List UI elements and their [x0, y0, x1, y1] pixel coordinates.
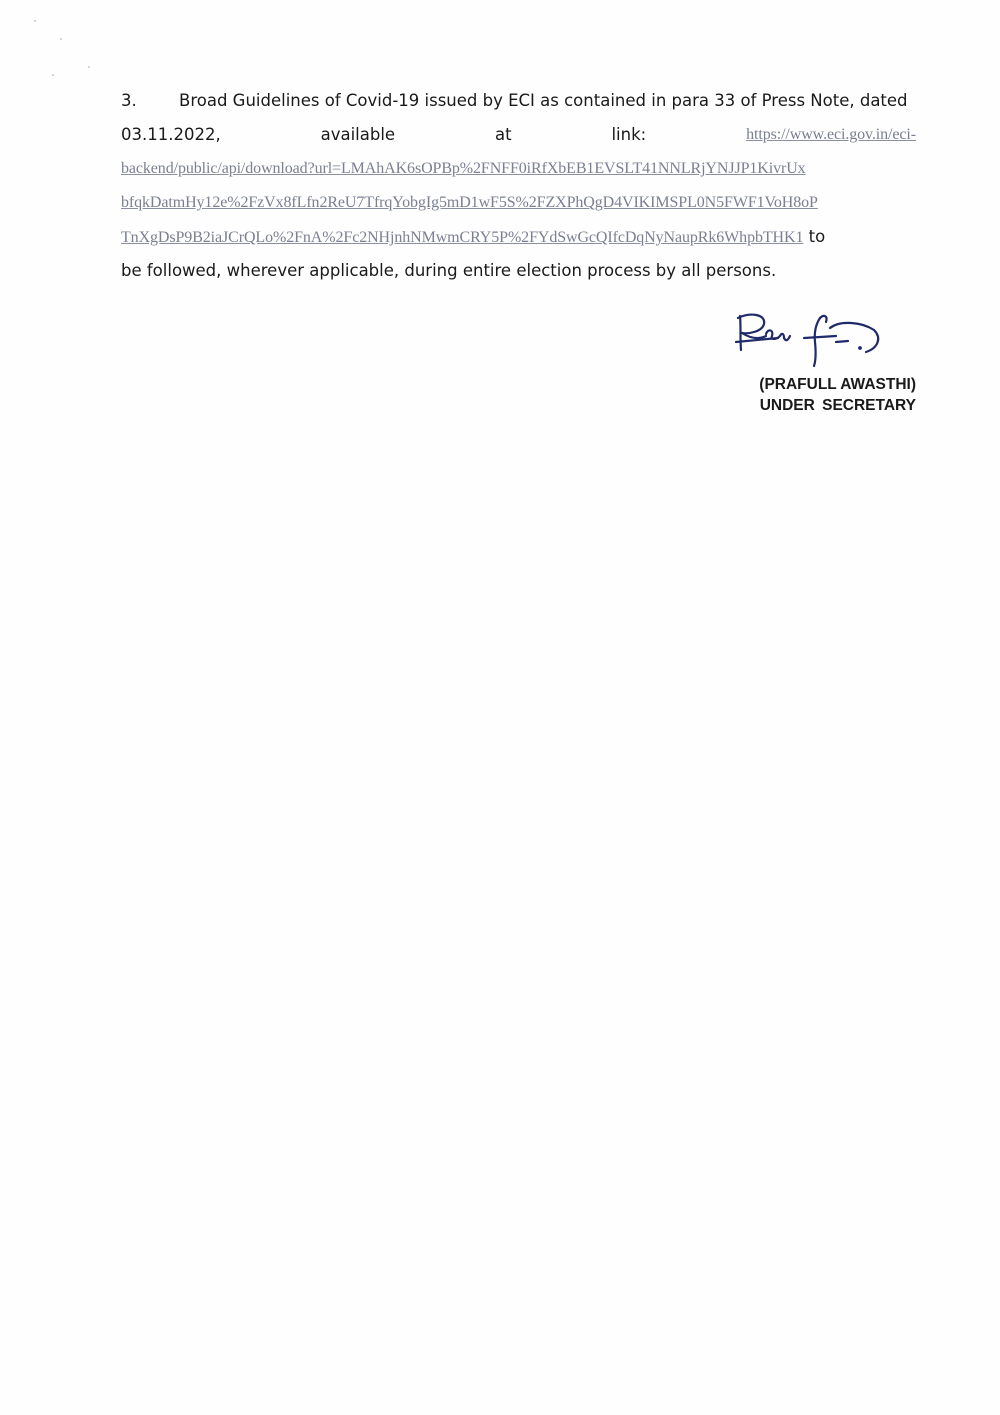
guidelines-link-part-2[interactable]: backend/public/api/download?url=LMAhAK6sOPBp%2FNFF0iRfXbEB1EVSLT41NNLRjYNJJP1KivrUx	[121, 160, 806, 177]
signatory-title: UNDER SECRETARY	[759, 397, 916, 414]
word-to: to	[808, 227, 826, 246]
press-note-date: 03.11.2022,	[121, 125, 221, 144]
paragraph-line-6	[121, 254, 916, 288]
paragraph-line-5	[121, 220, 916, 254]
scan-speck	[52, 74, 54, 76]
word-link: link:	[611, 125, 647, 144]
guidelines-link-part-3[interactable]: bfqkDatmHy12e%2FzVx8fLfn2ReU7TfrqYobgIg5mD1wF5S%2FZXPhQgD4VIKIMSPL0N5FWF1VoH8oP	[121, 194, 818, 211]
word-available: available	[320, 125, 396, 144]
word-at: at	[494, 125, 512, 144]
scan-speck	[34, 20, 36, 22]
scan-speck	[60, 38, 62, 40]
paragraph-line-3	[121, 152, 916, 186]
paragraph-closing: be followed, wherever applicable, during entire election process by all persons.	[121, 261, 777, 280]
paragraph-line-2	[121, 118, 916, 152]
guidelines-link-part-1[interactable]: https://www.eci.gov.in/eci-	[746, 126, 916, 143]
signatory-name: (PRAFULL AWASTHI)	[759, 376, 916, 393]
paragraph-text-line-1: Broad Guidelines of Covid-19 issued by ECI as contained in para 33 of Press Note, dated	[179, 91, 908, 110]
paragraph-line-1	[121, 84, 916, 118]
paragraph-number: 3.	[121, 91, 137, 110]
handwritten-signature	[732, 308, 894, 368]
guidelines-link-part-4[interactable]: TnXgDsP9B2iaJCrQLo%2FnA%2Fc2NHjnhNMwmCRY5P%2FYdSwGcQIfcDqNyNaupRk6WhpbTHK1	[121, 229, 804, 246]
guideline-paragraph	[121, 84, 916, 288]
paragraph-line-4	[121, 186, 916, 220]
scan-speck	[88, 66, 90, 68]
